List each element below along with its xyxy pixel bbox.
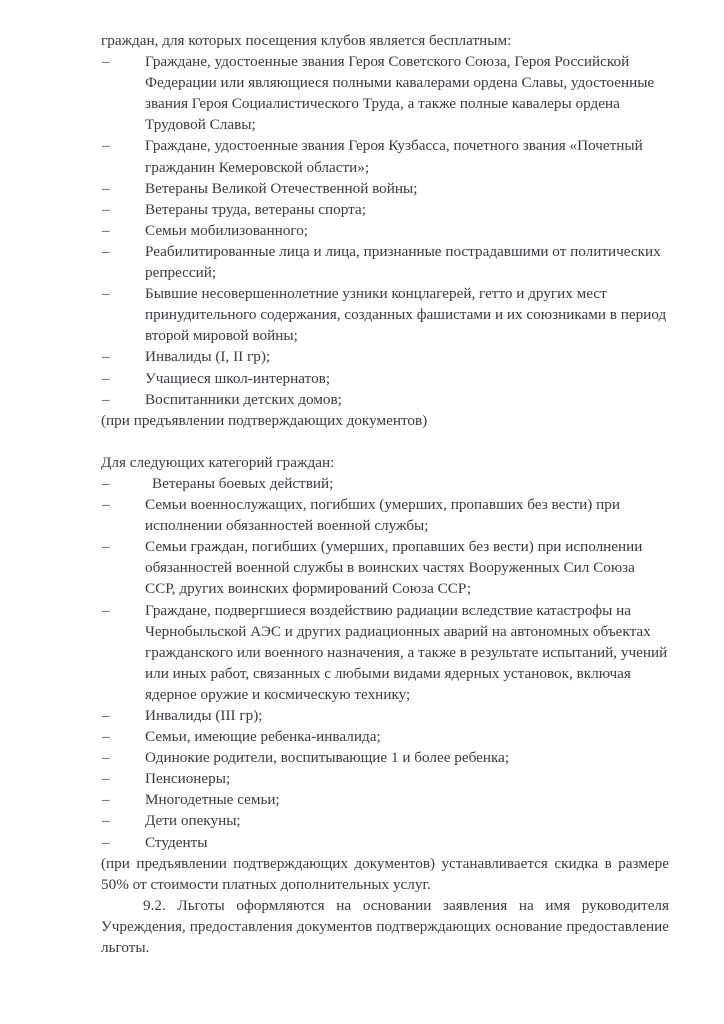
list-item — [101, 600, 669, 705]
dash-bullet-icon: – — [102, 53, 110, 71]
list-item-text: Ветераны труда, ветераны спорта; — [145, 200, 366, 218]
list-item-text: Многодетные семьи; — [145, 791, 280, 809]
dash-bullet-icon: – — [102, 601, 110, 619]
list-item-text: Дети опекуны; — [145, 812, 241, 830]
dash-bullet-icon: – — [102, 348, 110, 366]
list-item-text: Семьи военнослужащих, погибших (умерших, пропавших без вести) при исполнении обязанностей военной службы; — [145, 496, 620, 535]
list-item — [101, 199, 669, 220]
list-item-text: Бывшие несовершеннолетние узники концлагерей, гетто и других мест принудительного содержания, созданных фашистами и их союзниками в период второй мировой войны; — [145, 285, 667, 345]
dash-bullet-icon: – — [102, 242, 110, 260]
dash-bullet-icon: – — [102, 390, 110, 408]
dash-bullet-icon: – — [102, 833, 110, 851]
list-item-text: Ветераны Великой Отечественной войны; — [145, 179, 418, 197]
list-item — [101, 536, 669, 599]
clause-9-2: 9.2. Льготы оформляются на основании заявления на имя руководителя Учреждения, предоставления документов подтверждающих основание предоставление льготы. — [101, 896, 669, 957]
list-item — [101, 473, 669, 494]
list-item-text: Пенсионеры; — [145, 770, 231, 788]
dash-bullet-icon: – — [102, 770, 110, 788]
list-item — [101, 51, 669, 135]
list-item-text: Инвалиды (III гр); — [145, 707, 263, 724]
list-item-text: Воспитанники детских домов; — [145, 390, 342, 408]
dash-bullet-icon: – — [102, 707, 110, 724]
dash-bullet-icon: – — [102, 474, 110, 492]
list-item — [101, 768, 669, 789]
list-item — [101, 178, 669, 199]
dash-bullet-icon: – — [102, 749, 110, 767]
paragraph-spacer — [101, 431, 669, 452]
dash-bullet-icon: – — [102, 791, 110, 809]
list-item-text: Семьи граждан, погибших (умерших, пропавших без вести) при исполнении обязанностей военной службы в воинских частях Вооруженных Сил Союза ССР, других воинских формирований Союза ССР; — [145, 538, 643, 598]
dash-bullet-icon: – — [102, 496, 110, 514]
dash-bullet-icon: – — [102, 200, 110, 218]
group2-closing-note: (при предъявлении подтверждающих документов) устанавливается скидка в размере 50% от стоимости платных дополнительных услуг. — [101, 854, 669, 893]
dash-bullet-icon: – — [102, 285, 110, 303]
list-item — [101, 389, 669, 410]
dash-bullet-icon: – — [102, 221, 110, 239]
group2-heading: Для следующих категорий граждан: — [101, 453, 335, 471]
dash-bullet-icon: – — [102, 137, 110, 155]
list-item-text: Одинокие родители, воспитывающие 1 и более ребенка; — [145, 749, 510, 767]
dash-bullet-icon: – — [102, 728, 110, 746]
list-item-text: Граждане, удостоенные звания Героя Кузбасса, почетного звания «Почетный гражданин Кемеровской области»; — [145, 137, 643, 176]
list-item — [101, 832, 669, 853]
list-item — [101, 241, 669, 283]
list-item-text: Студенты — [145, 833, 208, 851]
list-item — [101, 368, 669, 389]
dash-bullet-icon: – — [102, 179, 110, 197]
group1-closing-note: (при предъявлении подтверждающих документов) — [101, 411, 428, 429]
list-item — [101, 494, 669, 536]
list-item — [101, 810, 669, 831]
list-item-text: Граждане, удостоенные звания Героя Советского Союза, Героя Российской Федерации или являющиеся полными кавалерами ордена Славы, удостоенные звания Героя Социалистического Труда, а также полные кавалеры ордена Трудовой Славы; — [145, 53, 655, 134]
list-item-text: Ветераны боевых действий; — [152, 474, 334, 492]
list-item — [101, 747, 669, 768]
list-item — [101, 705, 669, 726]
list-item-text: Семьи, имеющие ребенка-инвалида; — [145, 728, 381, 746]
list-item-text: Граждане, подвергшиеся воздействию радиации вследствие катастрофы на Чернобыльской АЭС и других радиационных аварий на автономных объектах гражданского или военного назначения, а также в результате испытаний, учений или иных работ, связанных с любыми видами ядерных установок, включая ядерное оружие и космическую технику; — [145, 601, 668, 703]
list-item — [101, 283, 669, 346]
list-item — [101, 789, 669, 810]
list-item — [101, 726, 669, 747]
list-item-text: Реабилитированные лица и лица, признанные пострадавшими от политических репрессий; — [145, 242, 661, 282]
list-item — [101, 346, 669, 367]
list-item-text: Семьи мобилизованного; — [145, 221, 309, 239]
document-text-body — [101, 30, 669, 958]
dash-bullet-icon: – — [102, 812, 110, 830]
list-item-text: Инвалиды (I, II гр); — [145, 348, 271, 366]
dash-bullet-icon: – — [102, 369, 110, 387]
dash-bullet-icon: – — [102, 538, 110, 556]
intro-continuation-line: граждан, для которых посещения клубов является бесплатным: — [101, 32, 512, 49]
list-item — [101, 220, 669, 241]
list-item — [101, 135, 669, 177]
list-item-text: Учащиеся школ-интернатов; — [145, 369, 331, 387]
